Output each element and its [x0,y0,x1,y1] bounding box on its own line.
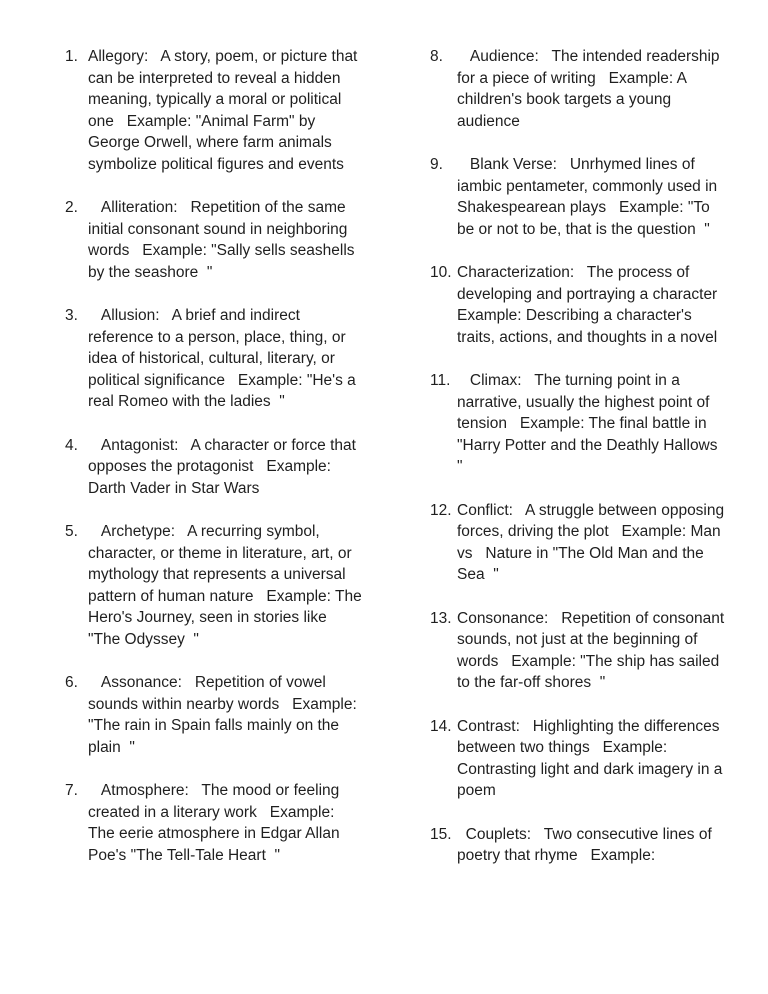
glossary-item [430,716,728,802]
item-text: Alliteration: Repetition of the same initial consonant sound in neighboring words Example: "Sally sells seashells by the seashore " [88,199,359,281]
item-text: Blank Verse: Unrhymed lines of iambic pentameter, commonly used in Shakespearean plays Example: "To be or not to be, that is the question " [457,156,722,238]
item-number: 12. [430,501,452,519]
glossary-item [430,824,728,867]
item-text: Allegory: A story, poem, or picture that can be interpreted to reveal a hidden meaning, typically a moral or political one Example: "Animal Farm" by George Orwell, where farm animals symbolize political figures and events [88,48,362,173]
glossary-item [65,305,363,413]
glossary-item [430,608,728,694]
item-text: Climax: The turning point in a narrative, usually the highest point of tension Example: The final battle in "Harry Potter and the Deathly Hallows " [457,372,727,475]
item-number: 2. [65,199,78,216]
glossary-item [430,46,728,132]
item-text: Audience: The intended readership for a piece of writing Example: A children's book targets a young audience [457,48,724,130]
item-text: Conflict: A struggle between opposing forces, driving the plot Example: Man vs Nature in "The Old Man and the Sea " [457,501,729,583]
item-number: 5. [65,523,78,540]
item-text: Contrast: Highlighting the differences between two things Example: Contrasting light and dark imagery in a poem [457,717,727,799]
item-text: Allusion: A brief and indirect reference to a person, place, thing, or idea of historical, cultural, literary, or political significance Example: "He's a real Romeo with the ladies " [88,307,361,410]
glossary-column-right [430,46,731,889]
glossary-item [430,370,728,478]
item-number: 6. [65,674,78,691]
glossary-item [65,672,363,758]
item-number: 15. [430,825,452,843]
item-number: 4. [65,436,78,454]
glossary-item [65,435,363,500]
item-text: Consonance: Repetition of consonant sounds, not just at the beginning of words Example: "The ship has sailed to the far-off shores " [457,609,729,691]
glossary-column-left [65,46,367,889]
item-text: Archetype: A recurring symbol, character, or theme in literature, art, or mythology that represents a universal pattern of human nature Example: The Hero's Journey, seen in stories like "The Odyssey " [88,523,367,648]
item-number: 8. [430,48,443,65]
glossary-item [65,46,363,175]
item-number: 11. [430,372,451,389]
item-text: Antagonist: A character or force that opposes the protagonist Example: Darth Vader in Star Wars [88,436,361,497]
item-number: 9. [430,156,443,173]
glossary-item [65,780,363,866]
glossary-item [65,521,367,650]
glossary-item [430,154,728,240]
item-text: Atmosphere: The mood or feeling created in a literary work Example: The eerie atmosphere in Edgar Allan Poe's "The Tell-Tale Heart " [88,782,344,864]
item-number: 13. [430,609,452,627]
item-number: 7. [65,782,78,799]
item-number: 10. [430,264,452,281]
item-text: Couplets: Two consecutive lines of poetry that rhyme Example: [457,825,717,864]
glossary-item [430,262,731,348]
glossary-item [430,500,728,586]
item-number: 14. [430,717,452,735]
glossary-item [65,197,363,283]
item-number: 1. [65,48,78,65]
item-text: Characterization: The process of developing and portraying a character Example: Describing a character's traits, actions, and thoughts in a novel [457,264,731,346]
item-number: 3. [65,307,78,324]
item-text: Assonance: Repetition of vowel sounds within nearby words Example: "The rain in Spain falls mainly on the plain " [88,674,362,756]
